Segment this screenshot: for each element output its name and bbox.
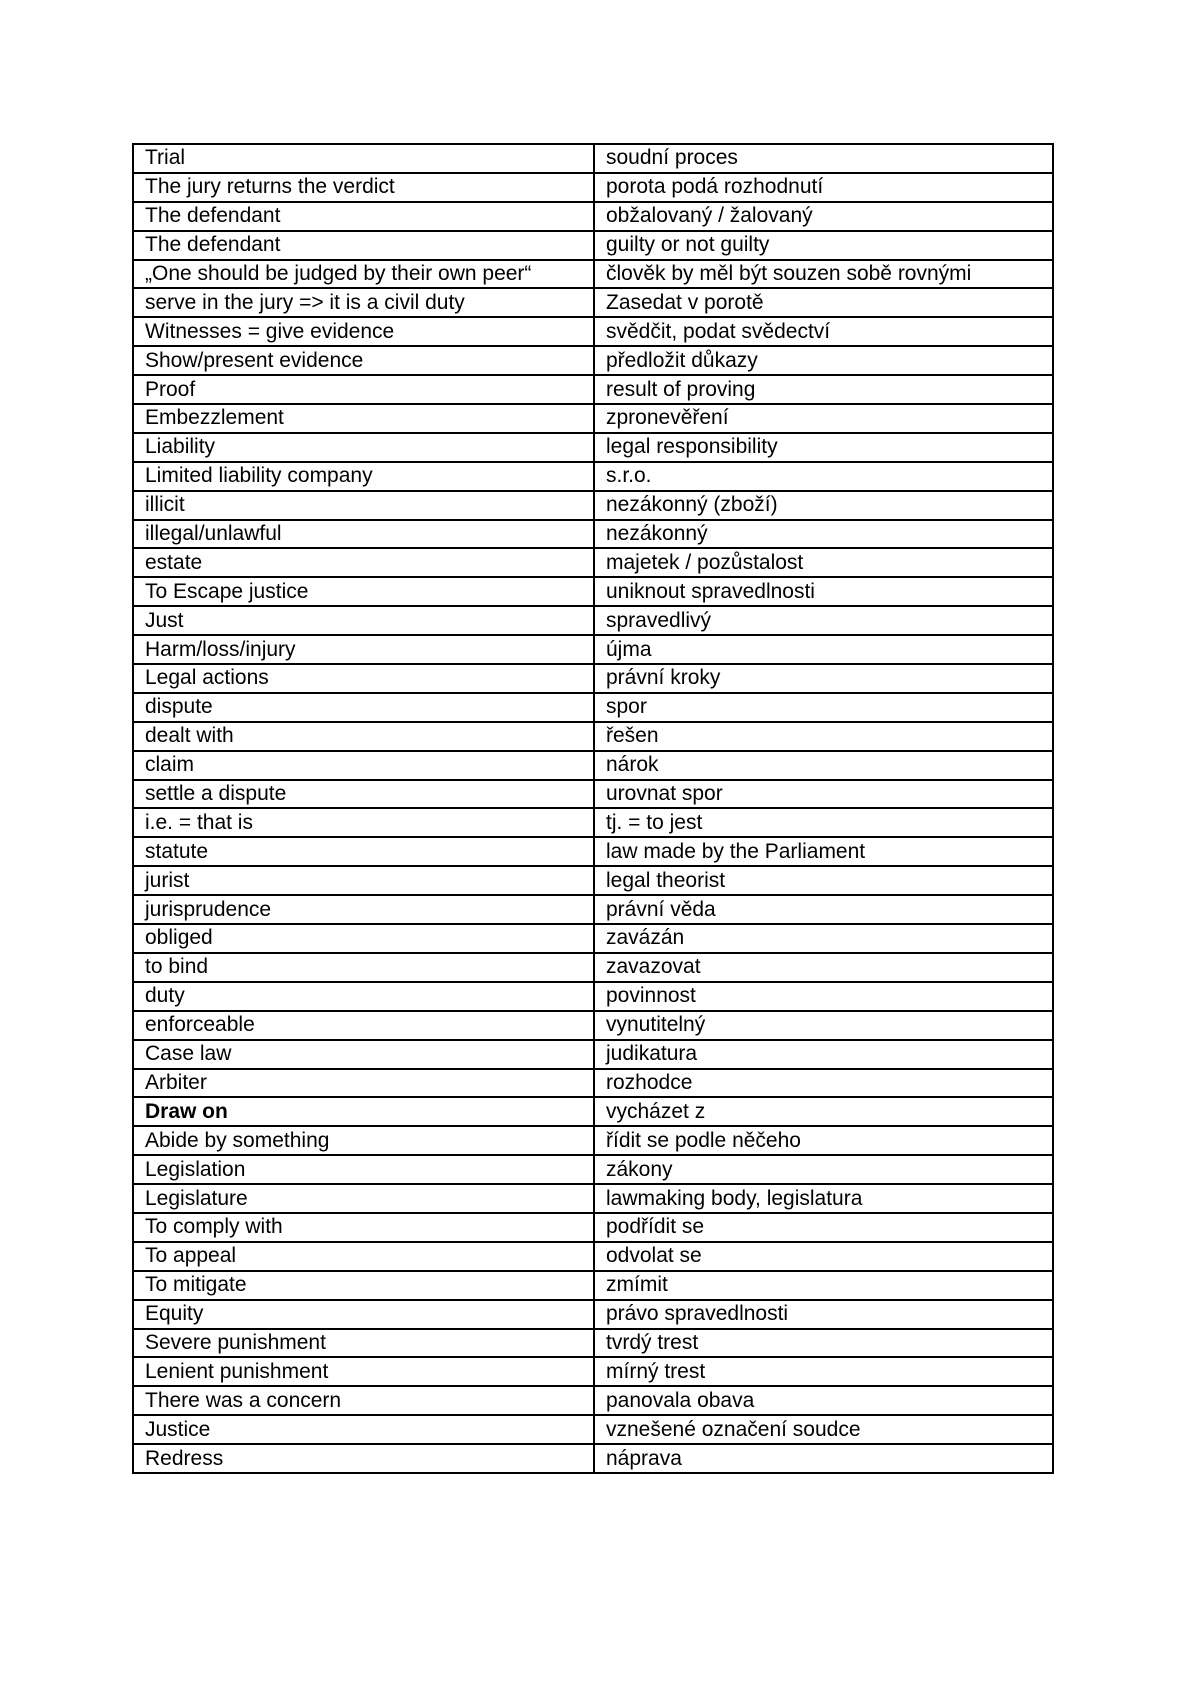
table-row (133, 520, 1053, 549)
term-cell: To mitigate (133, 1271, 594, 1300)
term-cell: Just (133, 606, 594, 635)
translation-cell: tvrdý trest (594, 1329, 1053, 1358)
translation-cell: result of proving (594, 375, 1053, 404)
table-row (133, 1213, 1053, 1242)
term-cell: Embezzlement (133, 404, 594, 433)
table-row (133, 895, 1053, 924)
table-row (133, 491, 1053, 520)
table-row (133, 780, 1053, 809)
table-row (133, 1444, 1053, 1473)
table-row (133, 1040, 1053, 1069)
term-cell: To appeal (133, 1242, 594, 1271)
term-cell: dealt with (133, 722, 594, 751)
term-cell: statute (133, 837, 594, 866)
translation-cell: vycházet z (594, 1097, 1053, 1126)
translation-cell: legal theorist (594, 866, 1053, 895)
translation-cell: majetek / pozůstalost (594, 548, 1053, 577)
term-cell: Justice (133, 1415, 594, 1444)
translation-cell: spravedlivý (594, 606, 1053, 635)
translation-cell: předložit důkazy (594, 346, 1053, 375)
table-row (133, 1300, 1053, 1329)
table-row (133, 375, 1053, 404)
translation-cell: tj. = to jest (594, 808, 1053, 837)
table-row (133, 231, 1053, 260)
table-row (133, 404, 1053, 433)
translation-cell: právní věda (594, 895, 1053, 924)
term-cell: Legislation (133, 1155, 594, 1184)
term-cell: obliged (133, 924, 594, 953)
term-cell: Lenient punishment (133, 1357, 594, 1386)
term-cell: Trial (133, 144, 594, 173)
translation-cell: zpronevěření (594, 404, 1053, 433)
term-cell: estate (133, 548, 594, 577)
table-row (133, 288, 1053, 317)
table-row (133, 202, 1053, 231)
term-cell: Legislature (133, 1184, 594, 1213)
term-cell: Draw on (133, 1097, 594, 1126)
table-row (133, 346, 1053, 375)
table-row (133, 808, 1053, 837)
table-row (133, 1155, 1053, 1184)
table-row (133, 577, 1053, 606)
term-cell: serve in the jury => it is a civil duty (133, 288, 594, 317)
term-cell: Show/present evidence (133, 346, 594, 375)
translation-cell: urovnat spor (594, 780, 1053, 809)
term-cell: enforceable (133, 1011, 594, 1040)
term-cell: Witnesses = give evidence (133, 317, 594, 346)
table-row (133, 693, 1053, 722)
table-row (133, 722, 1053, 751)
translation-cell: Zasedat v porotě (594, 288, 1053, 317)
table-row (133, 548, 1053, 577)
translation-cell: panovala obava (594, 1386, 1053, 1415)
term-cell: claim (133, 751, 594, 780)
translation-cell: zavazovat (594, 953, 1053, 982)
table-row (133, 1069, 1053, 1098)
translation-cell: řídit se podle něčeho (594, 1126, 1053, 1155)
translation-cell: lawmaking body, legislatura (594, 1184, 1053, 1213)
translation-cell: nárok (594, 751, 1053, 780)
translation-cell: judikatura (594, 1040, 1053, 1069)
translation-cell: uniknout spravedlnosti (594, 577, 1053, 606)
term-cell: Limited liability company (133, 462, 594, 491)
translation-cell: vznešené označení soudce (594, 1415, 1053, 1444)
table-row (133, 751, 1053, 780)
translation-cell: guilty or not guilty (594, 231, 1053, 260)
translation-cell: legal responsibility (594, 433, 1053, 462)
table-row (133, 1242, 1053, 1271)
translation-cell: soudní proces (594, 144, 1053, 173)
translation-cell: spor (594, 693, 1053, 722)
translation-cell: zmímit (594, 1271, 1053, 1300)
translation-cell: právní kroky (594, 664, 1053, 693)
translation-cell: s.r.o. (594, 462, 1053, 491)
term-cell: Liability (133, 433, 594, 462)
term-cell: jurist (133, 866, 594, 895)
term-cell: There was a concern (133, 1386, 594, 1415)
glossary-table (132, 143, 1054, 1474)
translation-cell: řešen (594, 722, 1053, 751)
table-row (133, 1097, 1053, 1126)
term-cell: i.e. = that is (133, 808, 594, 837)
translation-cell: rozhodce (594, 1069, 1053, 1098)
translation-cell: law made by the Parliament (594, 837, 1053, 866)
table-row (133, 433, 1053, 462)
table-row (133, 173, 1053, 202)
table-row (133, 1184, 1053, 1213)
translation-cell: újma (594, 635, 1053, 664)
term-cell: Proof (133, 375, 594, 404)
term-cell: The defendant (133, 202, 594, 231)
table-row (133, 1329, 1053, 1358)
table-row (133, 866, 1053, 895)
term-cell: Equity (133, 1300, 594, 1329)
table-row (133, 1386, 1053, 1415)
translation-cell: odvolat se (594, 1242, 1053, 1271)
term-cell: „One should be judged by their own peer“ (133, 260, 594, 289)
table-row (133, 953, 1053, 982)
table-row (133, 317, 1053, 346)
translation-cell: vynutitelný (594, 1011, 1053, 1040)
term-cell: dispute (133, 693, 594, 722)
translation-cell: mírný trest (594, 1357, 1053, 1386)
term-cell: Harm/loss/injury (133, 635, 594, 664)
term-cell: Arbiter (133, 1069, 594, 1098)
term-cell: settle a dispute (133, 780, 594, 809)
term-cell: jurisprudence (133, 895, 594, 924)
table-row (133, 144, 1053, 173)
table-row (133, 924, 1053, 953)
term-cell: illicit (133, 491, 594, 520)
translation-cell: zavázán (594, 924, 1053, 953)
table-row (133, 982, 1053, 1011)
translation-cell: nezákonný (594, 520, 1053, 549)
translation-cell: nezákonný (zboží) (594, 491, 1053, 520)
translation-cell: podřídit se (594, 1213, 1053, 1242)
term-cell: duty (133, 982, 594, 1011)
table-row (133, 260, 1053, 289)
translation-cell: člověk by měl být souzen sobě rovnými (594, 260, 1053, 289)
translation-cell: obžalovaný / žalovaný (594, 202, 1053, 231)
term-cell: Abide by something (133, 1126, 594, 1155)
table-row (133, 1011, 1053, 1040)
table-row (133, 635, 1053, 664)
table-row (133, 664, 1053, 693)
translation-cell: zákony (594, 1155, 1053, 1184)
translation-cell: náprava (594, 1444, 1053, 1473)
table-row (133, 1415, 1053, 1444)
table-row (133, 1357, 1053, 1386)
translation-cell: povinnost (594, 982, 1053, 1011)
table-row (133, 462, 1053, 491)
term-cell: To comply with (133, 1213, 594, 1242)
term-cell: to bind (133, 953, 594, 982)
table-row (133, 606, 1053, 635)
glossary-table-body (133, 144, 1053, 1473)
term-cell: To Escape justice (133, 577, 594, 606)
term-cell: Severe punishment (133, 1329, 594, 1358)
term-cell: illegal/unlawful (133, 520, 594, 549)
translation-cell: porota podá rozhodnutí (594, 173, 1053, 202)
table-row (133, 1126, 1053, 1155)
translation-cell: svědčit, podat svědectví (594, 317, 1053, 346)
term-cell: The defendant (133, 231, 594, 260)
term-cell: Redress (133, 1444, 594, 1473)
translation-cell: právo spravedlnosti (594, 1300, 1053, 1329)
term-cell: Case law (133, 1040, 594, 1069)
table-row (133, 837, 1053, 866)
term-cell: Legal actions (133, 664, 594, 693)
table-row (133, 1271, 1053, 1300)
term-cell: The jury returns the verdict (133, 173, 594, 202)
